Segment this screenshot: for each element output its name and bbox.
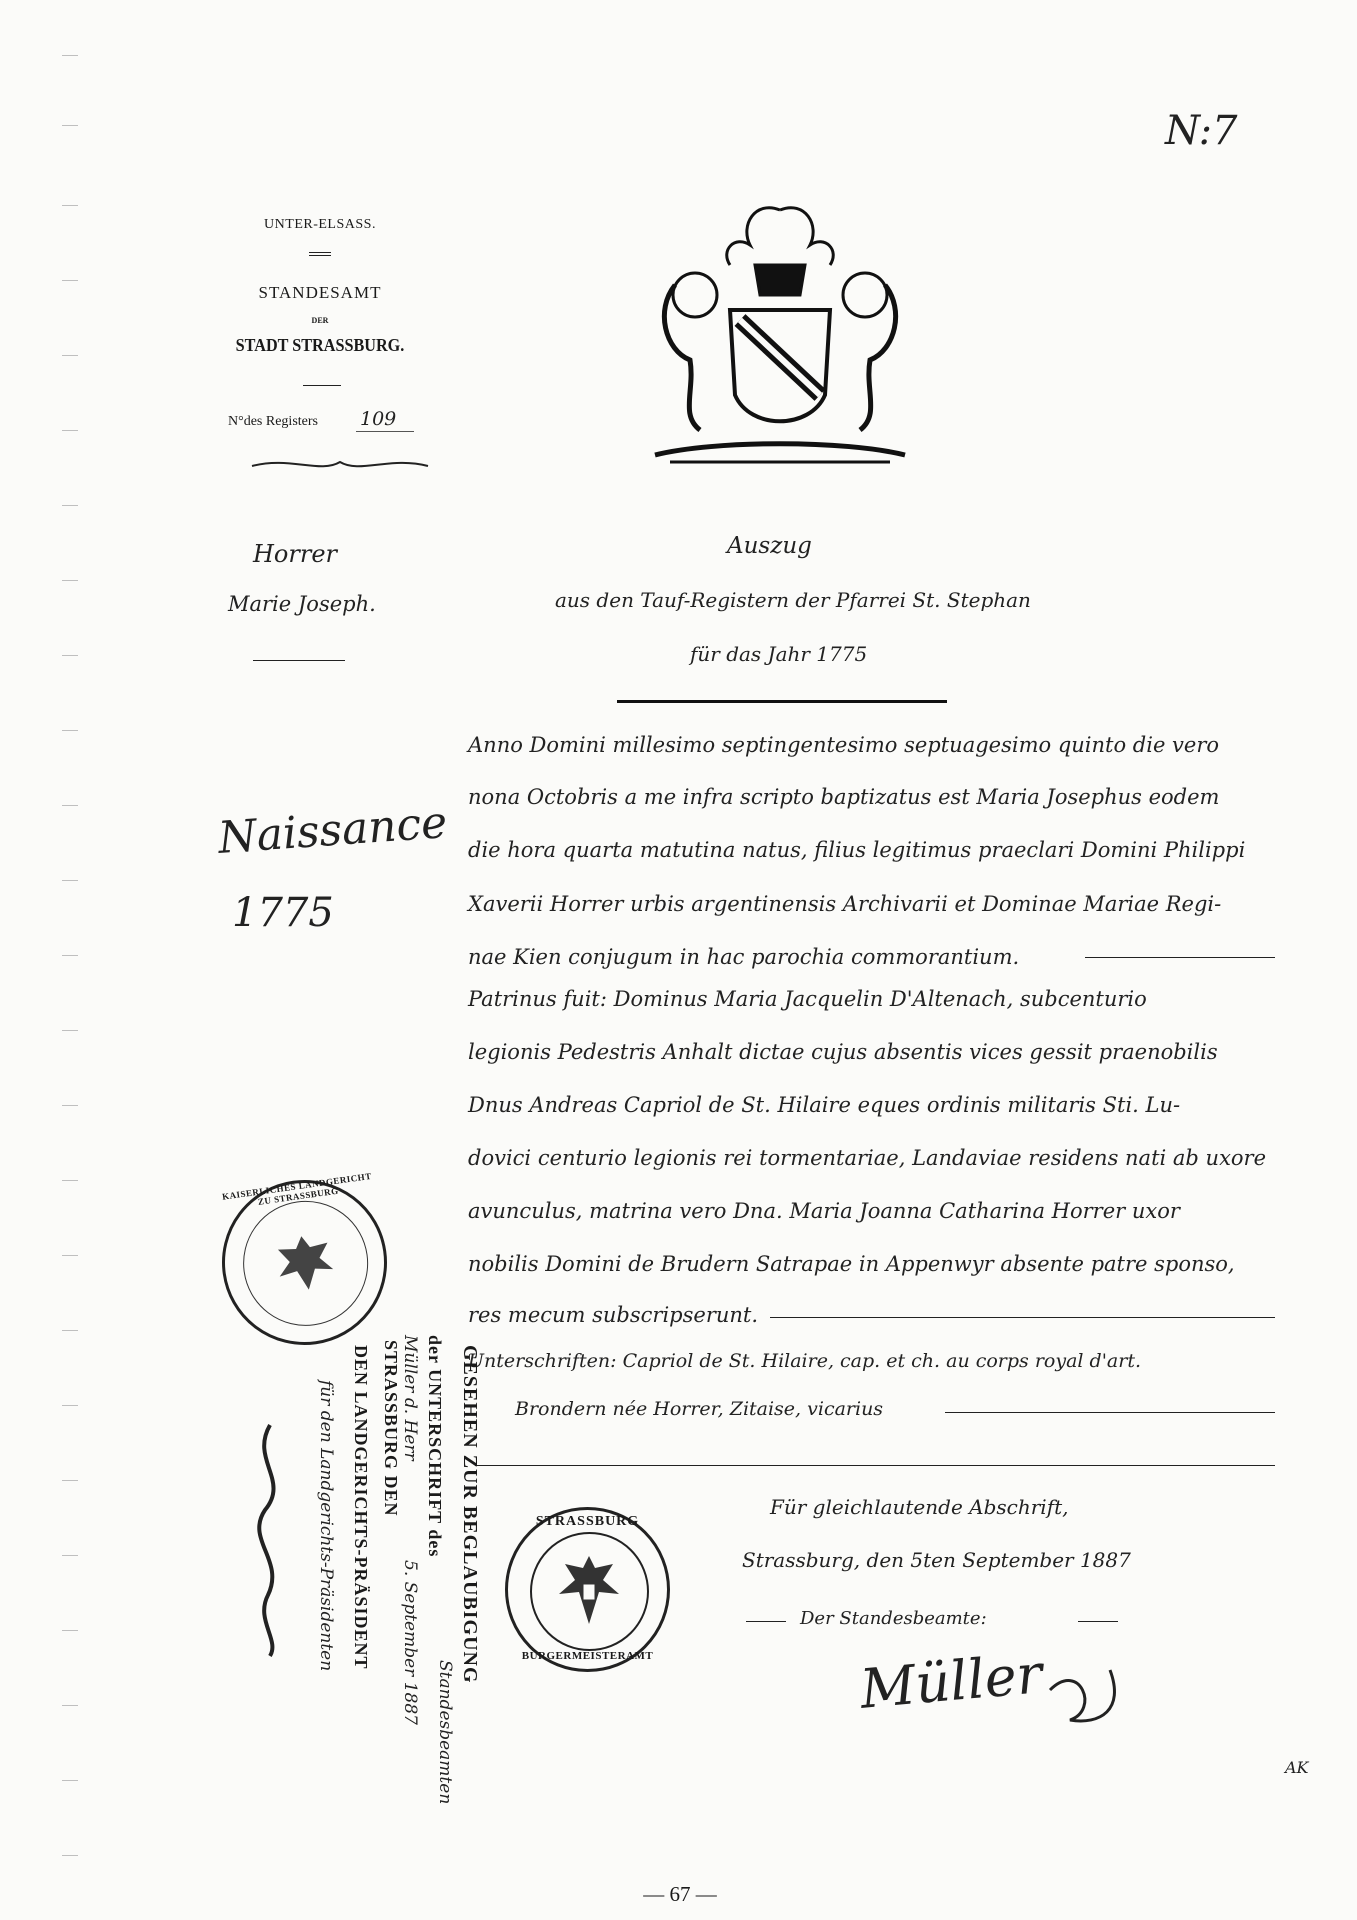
- margin-tick: [62, 1330, 78, 1331]
- certification-line: Für gleichlautende Abschrift,: [770, 1495, 1069, 1519]
- subject-given-names: Marie Joseph.: [228, 592, 376, 616]
- subject-rule: [253, 660, 345, 661]
- register-label: N°des Registers: [228, 414, 318, 429]
- short-rule: [746, 1621, 786, 1622]
- page-number: — 67 —: [643, 1882, 717, 1906]
- signature-flourish: [1040, 1650, 1130, 1750]
- register-number: 109: [360, 408, 397, 430]
- margin-tick: [62, 205, 78, 206]
- certification-date: Strassburg, den 5ten September 1887: [742, 1548, 1131, 1572]
- margin-tick: [62, 1405, 78, 1406]
- legalization-line: der UNTERSCHRIFT des: [425, 1335, 445, 1558]
- coat-of-arms-emblem: [635, 190, 925, 480]
- city-seal-top-text: STRASSBURG: [535, 1514, 640, 1529]
- city-seal-bottom-text: BÜRGERMEISTERAMT: [521, 1650, 654, 1662]
- entry-line: nobilis Domini de Brudern Satrapae in Appenwyr absente patre sponso,: [468, 1252, 1235, 1276]
- signatures-line: Unterschriften: Capriol de St. Hilaire, cap. et ch. au corps royal d'art.: [468, 1350, 1142, 1372]
- title-rule: [617, 700, 947, 703]
- margin-tick: [62, 655, 78, 656]
- margin-tick: [62, 55, 78, 56]
- city-seal: [505, 1507, 670, 1672]
- court-seal: [211, 1169, 397, 1355]
- region-label: UNTER-ELSASS.: [264, 217, 376, 232]
- entry-line: nae Kien conjugum in hac parochia commorantium.: [468, 945, 1020, 969]
- clerk-initials: AK: [1285, 1758, 1309, 1777]
- entry-line: legionis Pedestris Anhalt dictae cujus absentis vices gessit praenobilis: [468, 1040, 1218, 1064]
- entry-line: avunculus, matrina vero Dna. Maria Joanna Catharina Horrer uxor: [468, 1199, 1180, 1223]
- signatures-line: Brondern née Horrer, Zitaise, vicarius: [515, 1398, 884, 1420]
- margin-tick: [62, 1180, 78, 1181]
- margin-tick: [62, 280, 78, 281]
- entry-line: res mecum subscripserunt.: [468, 1303, 759, 1327]
- legalization-line: GESEHEN ZUR BEGLAUBIGUNG: [459, 1345, 481, 1684]
- legalization-signature: [240, 1420, 300, 1660]
- legalization-handwriting: Müller d. Herr: [400, 1335, 420, 1461]
- legalization-handwriting: Standesbeamten: [435, 1660, 455, 1805]
- eagle-icon: [553, 1550, 625, 1630]
- certification-official: Der Standesbeamte:: [800, 1608, 987, 1629]
- margin-tick: [62, 580, 78, 581]
- extract-year-line: für das Jahr 1775: [690, 642, 868, 666]
- fill-line: [770, 1317, 1275, 1318]
- margin-tick: [62, 505, 78, 506]
- margin-tick: [62, 955, 78, 956]
- entry-line: dovici centurio legionis rei tormentariae, Landaviae residens nati ab uxore: [468, 1146, 1267, 1170]
- entry-line: nona Octobris a me infra scripto baptizatus est Maria Josephus eodem: [468, 785, 1220, 809]
- margin-tick: [62, 125, 78, 126]
- court-seal-text: KAISERLICHES LANDGERICHT ZU STRASSBURG: [221, 1170, 373, 1207]
- entry-line: Xaverii Horrer urbis argentinensis Archivarii et Dominae Mariae Regi-: [468, 892, 1222, 916]
- margin-tick: [62, 430, 78, 431]
- short-rule: [303, 385, 341, 386]
- margin-tick: [62, 1780, 78, 1781]
- margin-tick: [62, 1030, 78, 1031]
- event-note: Naissance: [216, 797, 449, 864]
- margin-tick: [62, 1555, 78, 1556]
- margin-tick: [62, 880, 78, 881]
- entry-line: Dnus Andreas Capriol de St. Hilaire eques ordinis militaris Sti. Lu-: [468, 1093, 1181, 1117]
- city-label: STADT STRASSBURG.: [235, 335, 405, 355]
- extract-heading: Auszug: [727, 533, 812, 559]
- event-year: 1775: [232, 890, 334, 936]
- legalization-line: STRASSBURG DEN: [381, 1340, 401, 1517]
- subject-surname: Horrer: [253, 540, 337, 568]
- fill-line: [945, 1412, 1275, 1413]
- margin-tick: [62, 355, 78, 356]
- fill-line: [1085, 957, 1275, 958]
- legalization-handwriting: für den Landgerichts-Präsidenten: [316, 1380, 336, 1672]
- eagle-icon: [266, 1223, 345, 1302]
- margin-tick: [62, 1105, 78, 1106]
- margin-tick: [62, 805, 78, 806]
- margin-tick: [62, 1480, 78, 1481]
- legalization-line: DEN LANDGERICHTS-PRÄSIDENT: [351, 1345, 371, 1670]
- entry-line: Patrinus fuit: Dominus Maria Jacquelin D'Altenach, subcenturio: [468, 987, 1147, 1011]
- document-number: N:7: [1165, 108, 1238, 154]
- margin-tick: [62, 1630, 78, 1631]
- legalization-handwriting: 5. September 1887: [400, 1560, 420, 1725]
- official-signature: Müller: [857, 1642, 1045, 1721]
- margin-tick: [62, 1705, 78, 1706]
- entry-line: Anno Domini millesimo septingentesimo septuagesimo quinto die vero: [468, 733, 1220, 757]
- ornamental-flourish: [250, 452, 430, 476]
- extract-source: aus den Tauf-Registern der Pfarrei St. Stephan: [555, 588, 1031, 612]
- margin-tick: [62, 1855, 78, 1856]
- margin-tick: [62, 730, 78, 731]
- register-underline: [356, 431, 414, 432]
- office-label: STANDESAMT: [258, 283, 382, 302]
- margin-tick: [62, 1255, 78, 1256]
- double-rule: [309, 252, 331, 256]
- der-label: DER: [311, 316, 329, 325]
- short-rule: [1078, 1621, 1118, 1622]
- entry-line: die hora quarta matutina natus, filius legitimus praeclari Domini Philippi: [468, 838, 1246, 862]
